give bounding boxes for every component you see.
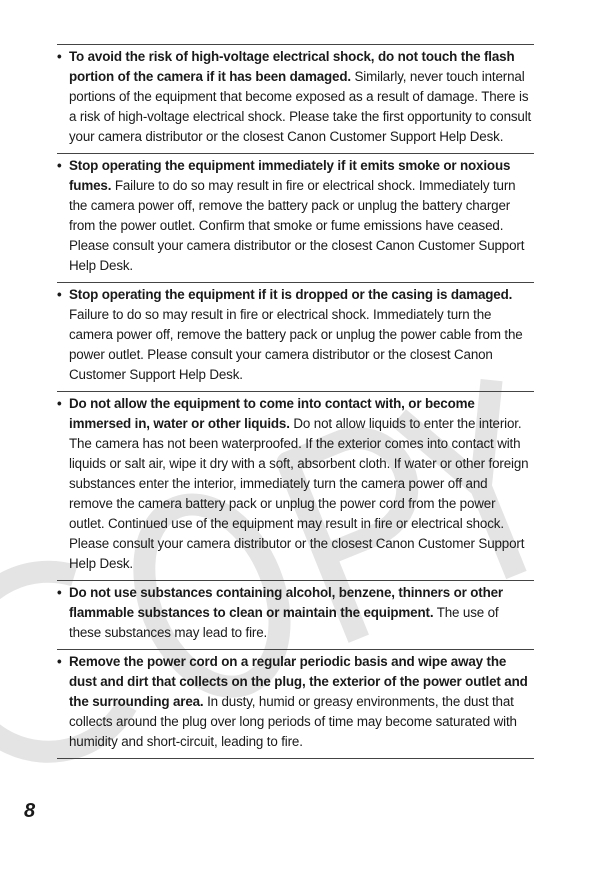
warning-item: [57, 153, 534, 282]
warning-body: Similarly, never touch internal portions of the equipment that become exposed as a result of damage. There is a risk of high-voltage electrical shock. Please take the first opportunity to consult your camera distributor or the closest Canon Customer Support Help Desk.: [69, 69, 532, 144]
warning-item: [57, 391, 534, 580]
warning-body: In dusty, humid or greasy environments, the dust that collects around the plug over long periods of time may become saturated with humidity and short-circuit, leading to fire.: [69, 694, 517, 749]
warning-lead: Do not allow the equipment to come into contact with, or become immersed in, water or other liquids.: [69, 396, 475, 431]
warning-lead: To avoid the risk of high-voltage electrical shock, do not touch the flash portion of the camera if it has been damaged.: [69, 49, 515, 84]
warning-item: [57, 580, 534, 649]
warning-item: [57, 44, 534, 153]
warning-body: Failure to do so may result in fire or electrical shock. Immediately turn the camera power off, remove the battery pack or unplug the power cable from the power outlet. Please consult your camera distributor or the closest Canon Customer Support Help Desk.: [69, 307, 523, 382]
warning-lead: Remove the power cord on a regular periodic basis and wipe away the dust and dirt that collects on the plug, the exterior of the power outlet and the surrounding area.: [69, 654, 528, 709]
warning-body: Failure to do so may result in fire or electrical shock. Immediately turn the camera power off, remove the battery pack or unplug the battery charger from the power outlet. Confirm that smoke or fume emissions have ceased. Please consult your camera distributor or the closest Canon Customer Support Help Desk.: [69, 178, 525, 273]
warning-item: [57, 282, 534, 391]
warning-body: Do not allow liquids to enter the interior. The camera has not been waterproofed. If the exterior comes into contact with liquids or salt air, wipe it dry with a soft, absorbent cloth. If water or other foreign substances enter the interior, immediately turn the camera power off and remove the camera battery pack or unplug the power cord from the power outlet. Continued use of the equipment may result in fire or electrical shock. Please consult your camera distributor or the closest Canon Customer Support Help Desk.: [69, 416, 529, 571]
warning-lead: Stop operating the equipment immediately if it emits smoke or noxious fumes.: [69, 158, 511, 193]
warning-lead: Stop operating the equipment if it is dropped or the casing is damaged.: [69, 287, 513, 302]
page-number: 8: [24, 800, 36, 822]
warning-lead: Do not use substances containing alcohol, benzene, thinners or other flammable substances to clean or maintain the equipment.: [69, 585, 503, 620]
warning-item: [57, 649, 534, 758]
bottom-divider: [57, 758, 534, 759]
warning-body: The use of these substances may lead to fire.: [69, 605, 499, 640]
safety-warnings: [57, 44, 534, 759]
